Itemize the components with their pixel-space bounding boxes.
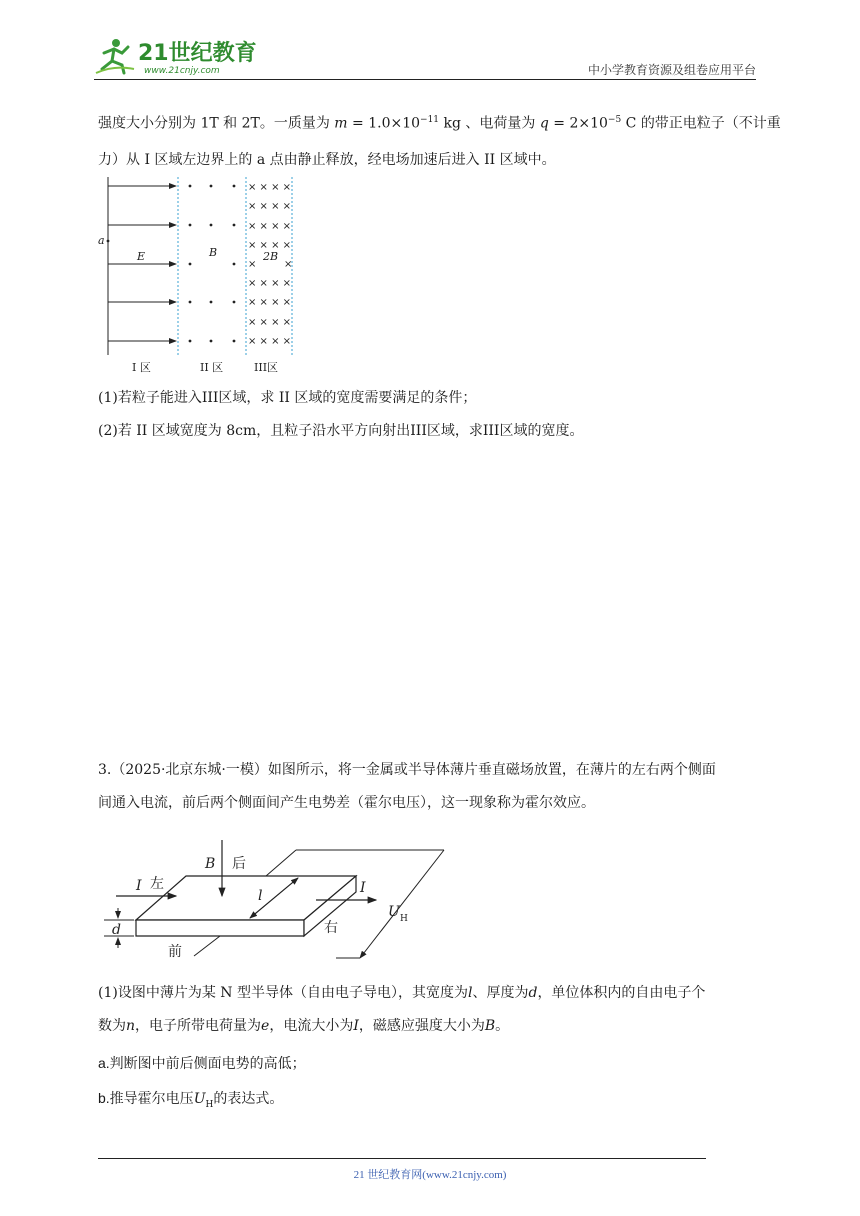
- label-UH: U: [388, 904, 400, 920]
- hall-effect-figure: [98, 838, 456, 963]
- svg-text:× × × ×: × × × ×: [248, 201, 292, 212]
- field-regions-figure: [96, 175, 308, 375]
- var-e: e: [261, 1018, 270, 1034]
- q1-text-a: (1)设图中薄片为某 N 型半导体（自由电子导电），其宽度为: [98, 985, 468, 1001]
- region-III-label: III区: [254, 361, 279, 374]
- label-E: E: [137, 250, 146, 263]
- svg-text:× × × ×: × × × ×: [248, 317, 292, 328]
- label-B-field: B: [205, 856, 216, 872]
- var-n: n: [126, 1018, 136, 1034]
- q1-text-g: ，磁感应强度大小为: [358, 1018, 485, 1034]
- svg-text:× × × ×: × × × ×: [248, 336, 292, 347]
- problem3-line1: 3.（2025·北京东城·一模）如图所示，将一金属或半导体薄片垂直磁场放置，在薄片的左右两个侧面: [98, 762, 716, 778]
- site-logo: [94, 35, 264, 77]
- var-I: I: [353, 1018, 359, 1034]
- q1-text-h: 。: [495, 1018, 510, 1034]
- label-back: 后: [232, 856, 246, 872]
- electric-field-arrows: [108, 186, 176, 341]
- mass-unit: kg: [439, 115, 461, 132]
- label-I-left: I: [136, 878, 142, 894]
- logo-url: www.21cnjy.com: [144, 66, 220, 76]
- charge-exponent: −5: [607, 115, 622, 125]
- var-U-sub: H: [205, 1099, 214, 1110]
- var-l: l: [467, 985, 473, 1001]
- label-l: l: [258, 888, 263, 904]
- crosses-into-page: [248, 182, 292, 347]
- charge-value: = 2×10: [548, 115, 608, 132]
- svg-text:× × × ×: × × × ×: [248, 240, 292, 251]
- region-II-label: II 区: [200, 361, 224, 374]
- point-a-label: a: [98, 234, 105, 247]
- problem2-text-a: 强度大小分别为 1T 和 2T。一质量为: [98, 115, 330, 132]
- footer-divider: [98, 1158, 706, 1159]
- header-divider: [94, 79, 756, 80]
- mass-exponent: −11: [420, 115, 440, 125]
- charge-variable: q: [539, 115, 549, 132]
- mass-variable: m: [334, 115, 348, 132]
- q1-text-e: ，电子所带电荷量为: [135, 1018, 262, 1034]
- dots-out-of-page: [189, 185, 236, 343]
- svg-text:× × × ×: × × × ×: [248, 221, 292, 232]
- label-I-right: I: [360, 880, 366, 896]
- problem3-line2: 间通入电流，前后两个侧面间产生电势差（霍尔电压），这一现象称为霍尔效应。: [98, 795, 595, 811]
- q1-text-b: 、厚度为: [472, 985, 529, 1001]
- problem2-question2: (2)若 II 区域宽度为 8cm，且粒子沿水平方向射出III区域，求III区域的宽度。: [98, 423, 584, 439]
- hall-plate: [136, 876, 356, 936]
- svg-text:× × × ×: × × × ×: [248, 182, 292, 193]
- region-I-label: I 区: [132, 361, 151, 374]
- header-platform-text: 中小学教育资源及组卷应用平台: [587, 63, 756, 77]
- q1-text-f: ，电流大小为: [269, 1018, 354, 1034]
- q1-text-d: 数为: [98, 1018, 126, 1034]
- problem2-text-c: 的带正电粒子（不计重: [640, 115, 781, 132]
- svg-text:× × × ×: × × × ×: [248, 278, 292, 289]
- point-a-dot: [107, 240, 110, 243]
- svg-text:×: ×: [284, 259, 293, 270]
- label-UH-sub: H: [400, 914, 408, 924]
- charge-unit: C: [621, 115, 637, 132]
- q1-text-c: ，单位体积内的自由电子个: [537, 985, 706, 1001]
- qb-text-b: 的表达式。: [213, 1090, 284, 1106]
- label-d: d: [112, 922, 121, 938]
- problem3-part-a: a.判断图中前后侧面电势的高低；: [98, 1055, 306, 1071]
- problem2-text-b: 、电荷量为: [465, 115, 536, 132]
- label-2B: 2B: [263, 250, 279, 263]
- var-U: U: [193, 1091, 206, 1107]
- label-left: 左: [150, 876, 164, 892]
- svg-text:×: ×: [248, 259, 257, 270]
- problem3-question1-line2: [98, 1016, 509, 1036]
- problem2-line1: [98, 110, 781, 134]
- qb-text-a: b.推导霍尔电压: [98, 1090, 194, 1106]
- label-B: B: [209, 246, 218, 259]
- mass-value: = 1.0×10: [347, 115, 421, 132]
- problem2-question1: (1)若粒子能进入III区域，求 II 区域的宽度需要满足的条件；: [98, 390, 477, 406]
- problem2-line2: 力）从 I 区域左边界上的 a 点由静止释放，经电场加速后进入 II 区域中。: [98, 152, 556, 168]
- runner-icon: [96, 39, 134, 73]
- problem3-part-b: [98, 1088, 283, 1115]
- label-front: 前: [168, 944, 182, 960]
- label-right: 右: [324, 920, 338, 936]
- var-B: B: [484, 1018, 496, 1034]
- footer-link[interactable]: 21 世纪教育网(www.21cnjy.com): [353, 1169, 507, 1181]
- svg-text:× × × ×: × × × ×: [248, 297, 292, 308]
- var-d: d: [528, 985, 538, 1001]
- problem3-question1-line1: [98, 983, 705, 1003]
- logo-text: 21世纪教育: [138, 41, 257, 66]
